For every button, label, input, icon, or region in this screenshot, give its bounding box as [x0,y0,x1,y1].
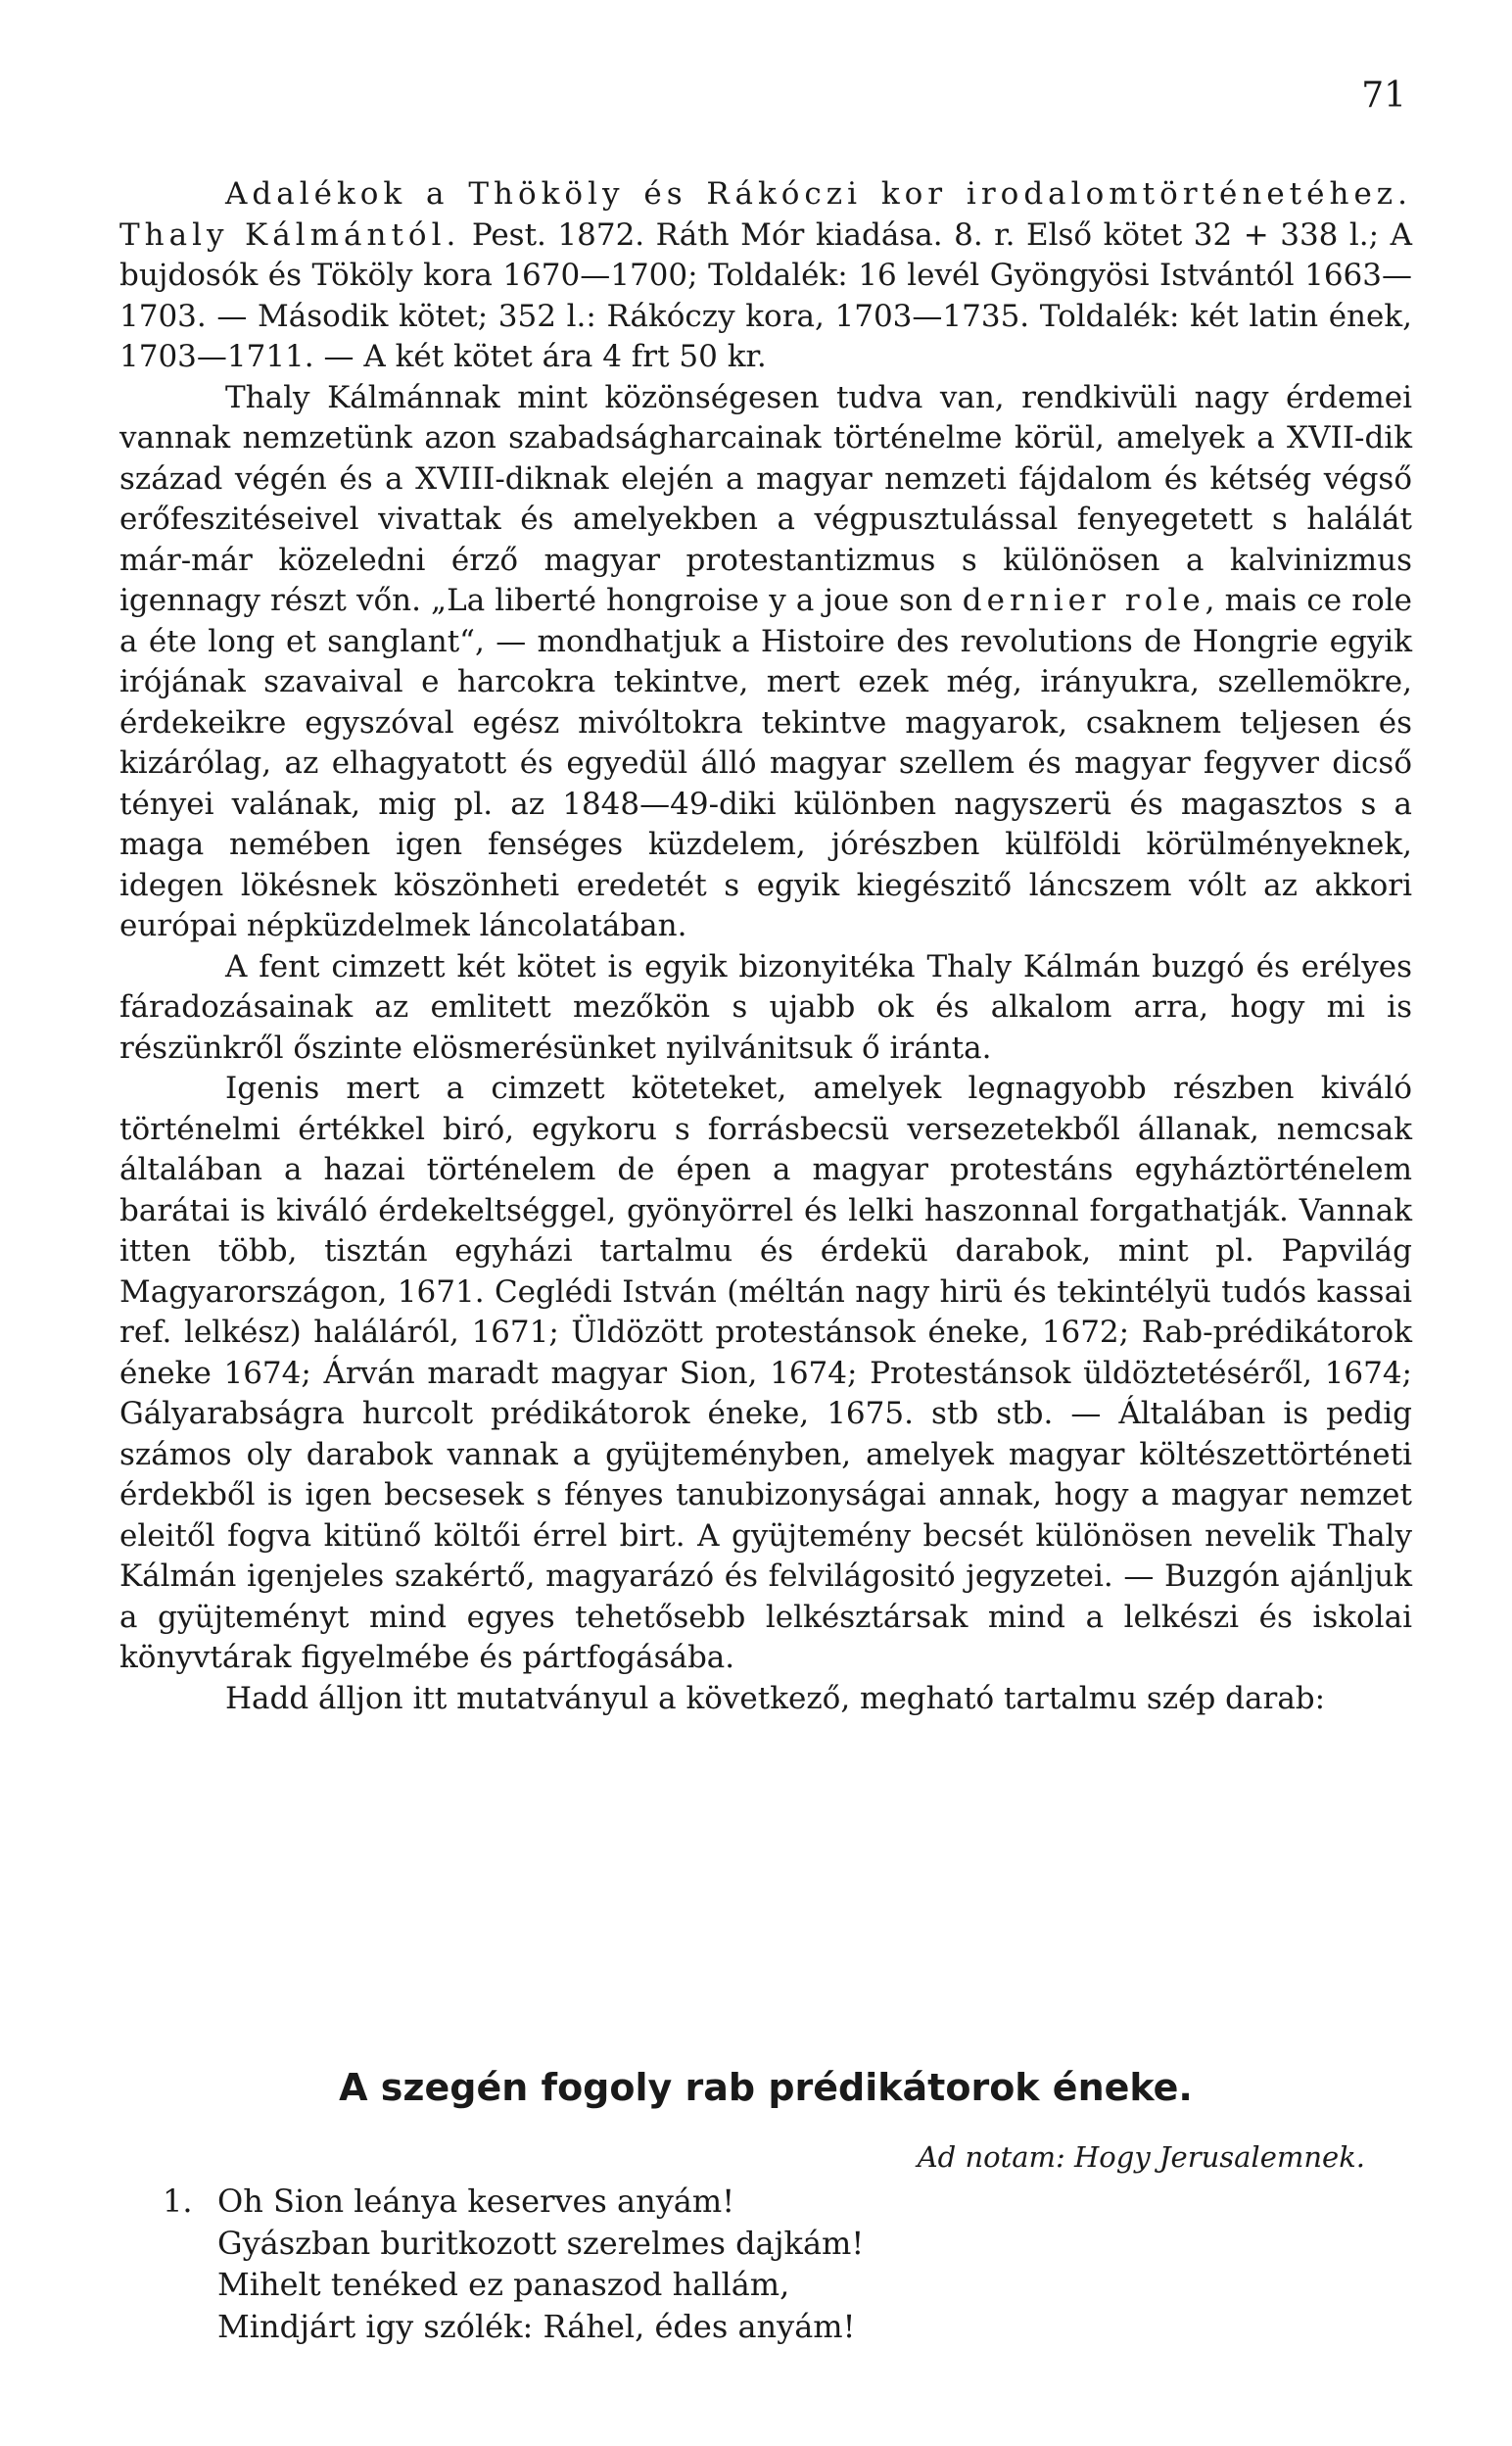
paragraph-1-part-b: , mais ce role a éte long et sanglant“, — mondhatjuk a Histoire des revolutions de Hongrie egyik irójának szavaival e harcokra tekintve, mert ezek még, irányukra, szellemökre, érdekeikre egyszóval egész mivóltokra tekintve magyarok, csaknem teljesen és kizárólag, az elhagyatott és egyedül álló magyar szellem és magyar fegyver dicső tényei valának, mig pl. az 1848—49-diki különben nagyszerü és magasztos s a maga nemében igen fenséges küzdelem, jórészben külföldi körülményeknek, idegen lökésnek köszönheti eredetét s egyik kiegészitő láncszem vólt az akkori európai népküzdelmek láncolatában. [119,583,1412,943]
paragraph-1-part-a: Thaly Kálmánnak mint közönségesen tudva van, rendkivüli nagy érdemei vannak nemzetünk azon szabadságharcainak történelme körül, amelyek a XVII-dik század végén és a XVIII-diknak elején a magyar nemzeti fájdalom és kétség végső erőfeszitéseivel vivattak és amelyekben a végpusztulással fenyegetett s halálát már-már közeledni érző magyar protestantizmus s különösen a kalvinizmus igennagy részt vőn. „La liberté hongroise y a joue son [119,379,1412,618]
poem-tune-note: Ad notam: Hogy Jerusalemnek. [917,2140,1365,2174]
poem-line [163,2306,864,2348]
paragraph-1 [119,378,1412,947]
paragraph-3: Igenis mert a cimzett köteteket, amelyek legnagyobb részben kiváló történelmi értékkel biró, egykoru s forrásbecsü versezetekből állanak, nemcsak általában a hazai történelem de épen a magyar protestáns egyháztörténelem barátai is kiváló érdekeltséggel, gyönyörrel és lelki haszonnal forgathatják. Vannak itten több, tisztán egyházi tartalmu és érdekü darabok, mint pl. Papvilág Magyarországon, 1671. Ceglédi István (méltán nagy hirü és tekintélyü tudós kassai ref. lelkész) haláláról, 1671; Üldözött protestánsok éneke, 1672; Rab-prédikátorok éneke 1674; Árván maradt magyar Sion, 1674; Protestánsok üldöztetéséről, 1674; Gályarabságra hurcolt prédikátorok éneke, 1675. stb stb. — Általában is pedig számos oly darabok vannak a gyüjteményben, amelyek magyar költészettörténeti érdekből is igen becsesek s fényes tanubizonyságai annak, hogy a magyar nemzet eleitől fogva kitünő költői érrel birt. A gyüjtemény becsét különösen nevelik Thaly Kálmán igenjeles szakértő, magyarázó és felvilágositó jegyzetei. — Buzgón ajánljuk a gyüjteményt mind egyes tehetősebb lelkésztársak mind a lelkészi és iskolai könyvtárak figyelmébe és pártfogásába. [119,1071,1412,1675]
paragraph-2: A fent cimzett két kötet is egyik bizonyitéka Thaly Kálmán buzgó és erélyes fáradozásainak az emlitett mezőkön s ujabb ok és alkalom arra, hogy mi is részünkről őszinte elösmerésünket nyilvánitsuk ő iránta. [119,948,1412,1066]
poem-line [163,2264,864,2306]
bibliography-entry [119,174,1412,378]
poem-line [163,2223,864,2265]
book-title-spaced: Adalékok a Thököly és Rákóczi kor irodalomtörténetéhez. Thaly Kálmántól. [119,176,1412,253]
emphasis-dernier-role: dernier role [962,583,1205,618]
article-body [119,174,1412,1719]
stanza-number: 1. [163,2182,193,2220]
poem-line-text: Mindjárt igy szólék: Ráhel, édes anyám! [217,2307,856,2345]
poem-line-text: Mihelt tenéked ez panaszod hallám, [217,2266,790,2303]
book-details: Pest. 1872. Ráth Mór kiadása. 8. r. Első kötet 32 + 338 l.; A bujdosók és Tököly kora 1670—1700; Toldalék: 16 levél Gyöngyösi Istvántól 1663—1703. — Második kötet; 352 l.: Rákóczy kora, 1703—1735. Toldalék: két latin ének, 1703—1711. — A két kötet ára 4 frt 50 kr. [119,216,1413,374]
page-number: 71 [1361,75,1406,116]
paragraph-4: Hadd álljon itt mutatványul a következő, megható tartalmu szép darab: [225,1680,1326,1716]
poem-title: A szegén fogoly rab prédikátorok éneke. [339,2066,1193,2109]
poem-line-text: Gyászban buritkozott szerelmes dajkám! [217,2224,865,2262]
poem-stanza [163,2181,864,2347]
poem-line-text: Oh Sion leánya keserves anyám! [217,2182,735,2220]
poem-line [163,2181,864,2223]
